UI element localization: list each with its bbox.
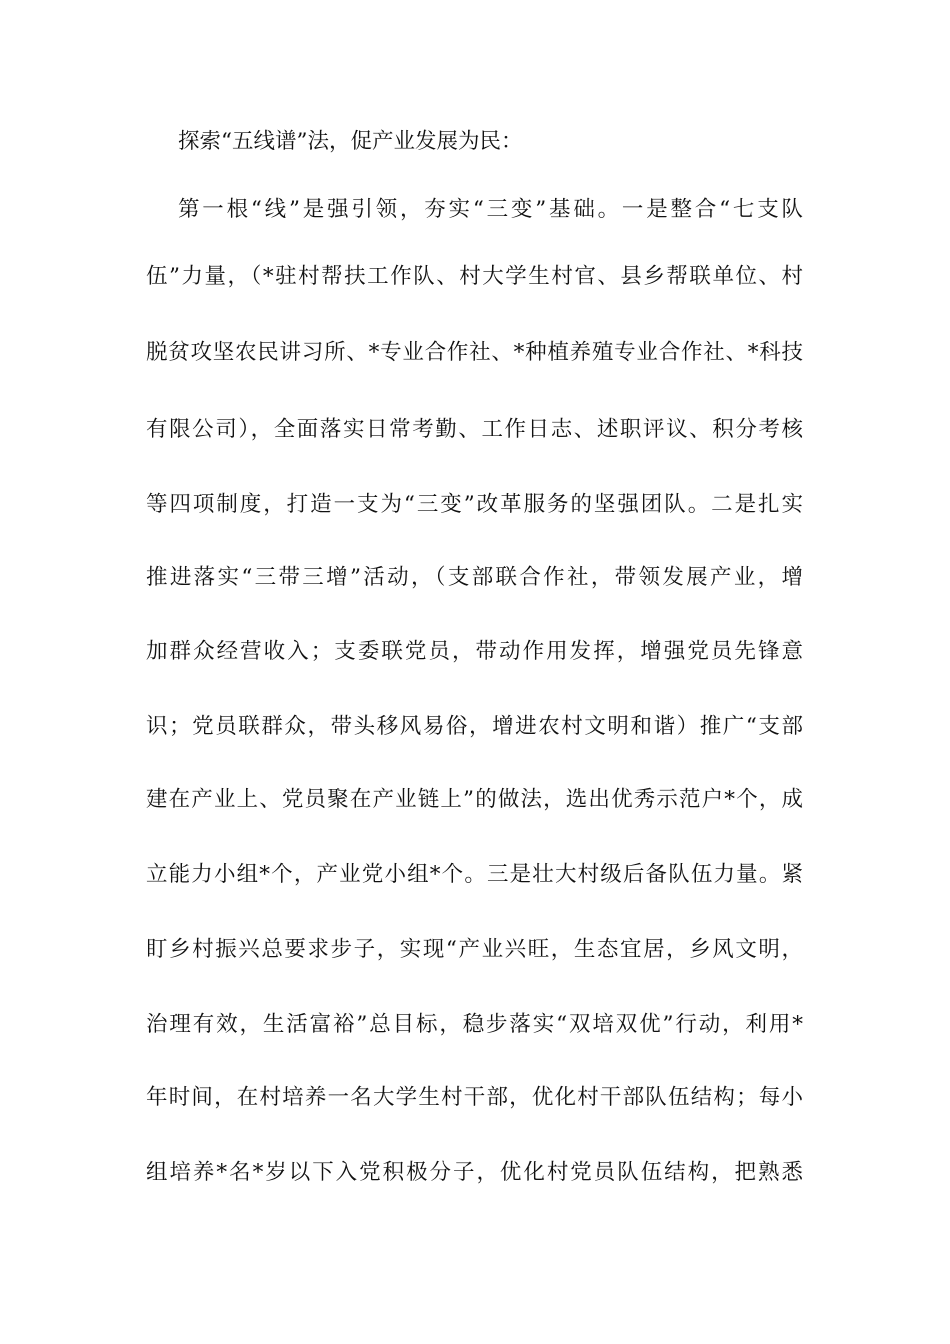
- paragraph-line: 识；党员联群众，带头移风易俗，增进农村文明和谐）推广“支部: [146, 714, 803, 739]
- paragraph-line: 治理有效，生活富裕”总目标，稳步落实“双培双优”行动，利用*: [146, 1012, 803, 1037]
- paragraph-line: 推进落实“三带三增”活动，（支部联合作社，带领发展产业，增: [146, 565, 803, 590]
- paragraph-line: 脱贫攻坚农民讲习所、*专业合作社、*种植养殖专业合作社、*科技: [146, 340, 803, 365]
- paragraph-line: 伍”力量，（*驻村帮扶工作队、村大学生村官、县乡帮联单位、村: [146, 264, 803, 289]
- paragraph-line: 盯乡村振兴总要求步子，实现“产业兴旺，生态宜居，乡风文明，: [146, 937, 803, 962]
- paragraph-line: 组培养*名*岁以下入党积极分子，优化村党员队伍结构，把熟悉: [146, 1160, 803, 1185]
- paragraph-line: 立能力小组*个，产业党小组*个。三是壮大村级后备队伍力量。紧: [146, 862, 803, 887]
- paragraph-line: 年时间，在村培养一名大学生村干部，优化村干部队伍结构；每小: [146, 1085, 803, 1110]
- paragraph-line: 有限公司），全面落实日常考勤、工作日志、述职评议、积分考核: [146, 417, 803, 442]
- paragraph-line: 等四项制度，打造一支为“三变”改革服务的坚强团队。二是扎实: [146, 492, 803, 517]
- paragraph-line: 加群众经营收入；支委联党员，带动作用发挥，增强党员先锋意: [146, 639, 803, 664]
- document-heading: 探索“五线谱”法，促产业发展为民：: [178, 129, 523, 154]
- paragraph-line: 第一根“线”是强引领，夯实“三变”基础。一是整合“七支队: [178, 197, 803, 222]
- paragraph-line: 建在产业上、党员聚在产业链上”的做法，选出优秀示范户*个，成: [146, 787, 803, 812]
